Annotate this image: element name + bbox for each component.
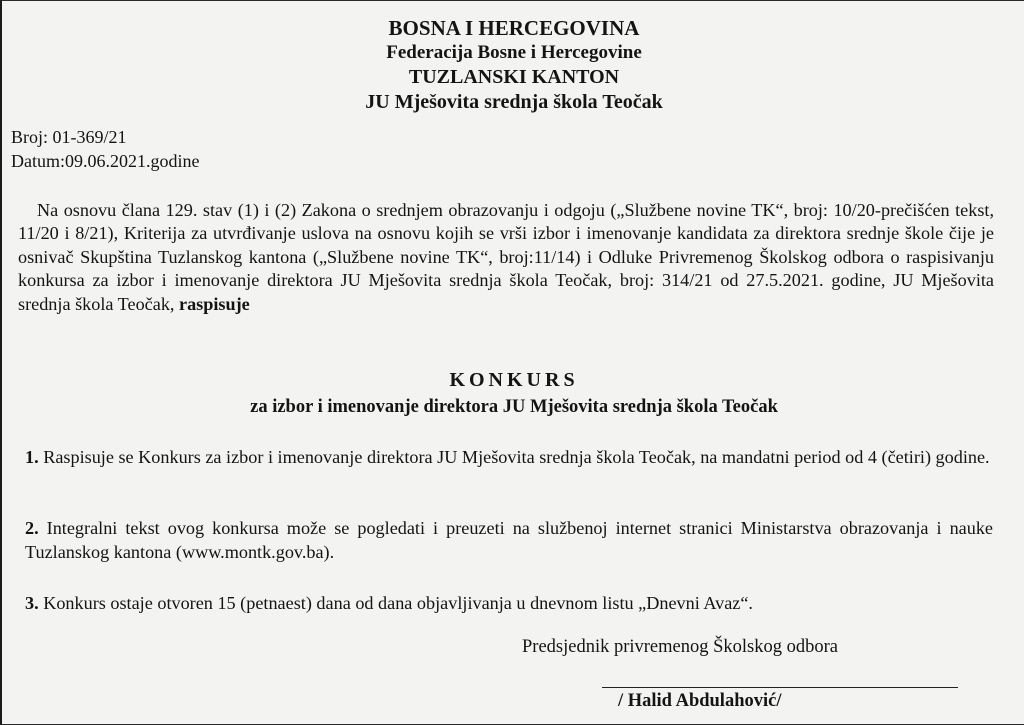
header-institution: JU Mješovita srednja škola Teočak <box>365 91 663 113</box>
konkurs-subtitle: za izbor i imenovanje direktora JU Mješovita srednja škola Teočak <box>250 397 778 417</box>
header-country: BOSNA I HERCEGOVINA <box>388 16 640 40</box>
signature-name: / Halid Abdulahović/ <box>618 691 782 711</box>
document-header <box>2 15 1024 115</box>
intro-action: raspisuje <box>179 293 250 314</box>
item-number: 1. <box>25 447 39 467</box>
item-text: Raspisuje se Konkurs za izbor i imenovanje direktora JU Mješovita srednja škola Teočak, na mandatni period od 4 (četiri) godine. <box>43 447 990 467</box>
signature-role: Predsjednik privremenog Školskog odbora <box>522 637 838 657</box>
item-text: Integralni tekst ovog konkursa može se pogledati i preuzeti na službenoj internet stranici Ministarstva obrazovanja i nauke Tuzlanskog kantona (www.montk.gov.ba). <box>25 518 993 562</box>
signature-line <box>602 687 958 688</box>
list-item <box>25 516 993 564</box>
intro-paragraph <box>18 199 994 316</box>
list-item <box>25 591 993 615</box>
document-meta <box>11 125 199 173</box>
document-date: Datum:09.06.2021.godine <box>11 151 200 171</box>
item-text: Konkurs ostaje otvoren 15 (petnaest) dana od dana objavljivanja u dnevnom listu „Dnevni Avaz“. <box>43 593 753 613</box>
konkurs-title: KONKURS <box>449 369 579 391</box>
item-number: 3. <box>25 593 39 613</box>
list-item <box>25 445 993 469</box>
header-entity: Federacija Bosne i Hercegovine <box>386 42 642 63</box>
item-number: 2. <box>25 518 39 538</box>
intro-text: Na osnovu člana 129. stav (1) i (2) Zakona o srednjem obrazovanju i odgoju („Službene novine TK“, broj: 10/20-prečišćen tekst, 11/20 i 8/21), Kriterija za utvrđivanje uslova na osnovu kojih se vrši izbor i imenovanje kandidata za direktora srednje škole čije je osnivač Skupština Tuzlanskog kantona („Službene novine TK“, broj:11/14) i Odluke Privremenog Školskog odbora o raspisivanju konkursa za izbor i imenovanje direktora JU Mješovita srednja škola Teočak, broj: 314/21 od 27.5.2021. godine, JU Mješovita srednja škola Teočak, <box>18 200 994 314</box>
reference-number: Broj: 01-369/21 <box>11 127 127 147</box>
header-canton: TUZLANSKI KANTON <box>408 66 620 88</box>
